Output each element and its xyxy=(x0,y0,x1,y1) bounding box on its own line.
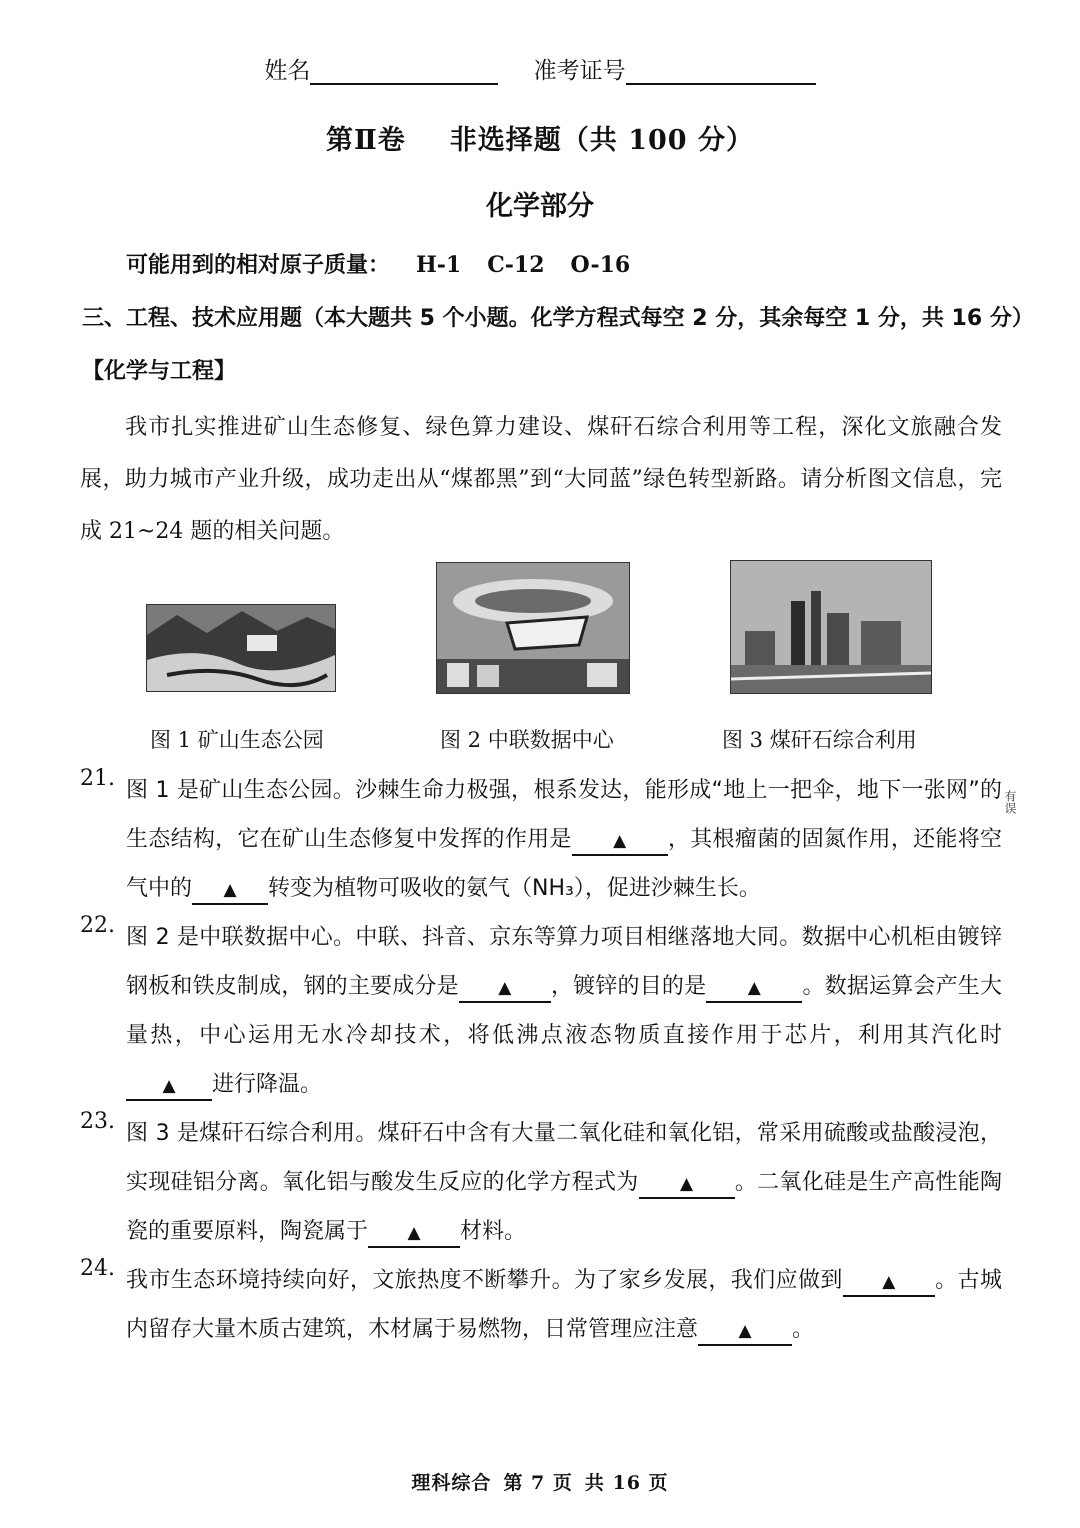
footer-page: 第 7 页 xyxy=(503,1472,573,1494)
q24-text-1: 我市生态环境持续向好，文旅热度不断攀升。为了家乡发展，我们应做到 xyxy=(126,1268,843,1293)
q24-text-2: 。古城内留存大量木质古建筑，木材属于易燃物，日常管理应注意 xyxy=(126,1268,1002,1342)
topic-label: 【化学与工程】 xyxy=(82,359,237,384)
blank-triangle-icon: ▲ xyxy=(162,1076,176,1096)
candidate-info xyxy=(0,52,1080,85)
q22-blank-1[interactable] xyxy=(459,974,551,1003)
q24-body xyxy=(126,1256,1002,1354)
mass-c: C-12 xyxy=(487,252,545,278)
industrial-plant-photo-icon xyxy=(731,561,931,693)
intro-paragraph xyxy=(80,402,1002,558)
figure-3-caption: 图 3 煤矸石综合利用 xyxy=(722,728,917,752)
q23-blank-1[interactable] xyxy=(639,1170,735,1199)
blank-triangle-icon: ▲ xyxy=(498,978,512,998)
q21-text-2: ，其根瘤菌的固氮作用，还能将空气中的 xyxy=(126,827,1002,901)
name-blank[interactable] xyxy=(310,63,498,85)
intro-text: 我市扎实推进矿山生态修复、绿色算力建设、煤矸石综合利用等工程，深化文旅融合发展，助力城市产业升级，成功走出从“煤都黑”到“大同蓝”绿色转型新路。请分析图文信息，完成 21~24 题的相关问题。 xyxy=(80,415,1002,544)
q23-number: 23. xyxy=(80,1109,115,1134)
exam-number-label: 准考证号 xyxy=(533,58,626,84)
q22-body xyxy=(126,913,1002,1109)
mass-o: O-16 xyxy=(570,252,631,278)
footer-subject: 理科综合 xyxy=(411,1472,492,1494)
figure-3-photo xyxy=(730,560,932,694)
q22-text-4: 进行降温。 xyxy=(212,1072,323,1097)
footer-total: 共 16 页 xyxy=(584,1472,669,1494)
q22-text-3: 。数据运算会产生大量热，中心运用无水冷却技术，将低沸点液态物质直接作用于芯片，利用其汽化时 xyxy=(126,974,1002,1048)
q21-text-1: 图 1 是矿山生态公园。沙棘生命力极强，根系发达，能形成“地上一把伞，地下一张网”的生态结构，它在矿山生态修复中发挥的作用是 xyxy=(126,778,1002,852)
blank-triangle-icon: ▲ xyxy=(747,978,761,998)
part-three-heading: 三、工程、技术应用题（本大题共 5 个小题。化学方程式每空 2 分，其余每空 1 分，共 16 分） xyxy=(82,306,1034,331)
q24-number: 24. xyxy=(80,1256,115,1281)
blank-triangle-icon: ▲ xyxy=(882,1272,896,1292)
mountain-park-photo-icon xyxy=(147,605,335,691)
q22-text-1: 图 2 是中联数据中心。中联、抖音、京东等算力项目相继落地大同。数据中心机柜由镀锌钢板和铁皮制成，钢的主要成分是 xyxy=(126,925,1002,999)
q21-body xyxy=(126,766,1002,913)
exam-number-field[interactable] xyxy=(534,52,816,85)
q21-text-3: 转变为植物可吸收的氨气（NH₃），促进沙棘生长。 xyxy=(268,876,761,901)
section-title: 化学部分 xyxy=(486,191,594,222)
q23-text-2: 。二氧化硅是生产高性能陶瓷的重要原料，陶瓷属于 xyxy=(126,1170,1002,1244)
atomic-masses xyxy=(126,248,630,279)
q22-text-2: ，镀锌的目的是 xyxy=(550,974,707,999)
q22-blank-3[interactable] xyxy=(126,1072,212,1101)
blank-triangle-icon: ▲ xyxy=(223,880,237,900)
figure-2-caption: 图 2 中联数据中心 xyxy=(440,728,614,752)
name-field[interactable] xyxy=(264,52,498,85)
margin-note: 有误 xyxy=(1003,790,1017,814)
volume-name: 非选择题（共 100 分） xyxy=(449,125,754,156)
page-footer xyxy=(0,1468,1080,1495)
blank-triangle-icon: ▲ xyxy=(613,831,627,851)
volume-title xyxy=(0,118,1080,157)
q24-text-3: 。 xyxy=(792,1317,815,1342)
q24-blank-1[interactable] xyxy=(843,1268,935,1297)
q21-blank-2[interactable] xyxy=(192,876,268,905)
q23-body xyxy=(126,1109,1002,1256)
q23-blank-2[interactable] xyxy=(368,1219,460,1248)
q21-number: 21. xyxy=(80,766,115,791)
q22-number: 22. xyxy=(80,913,115,938)
name-label: 姓名 xyxy=(264,58,311,84)
q24-blank-2[interactable] xyxy=(698,1317,792,1346)
volume-part: 第Ⅱ卷 xyxy=(326,125,406,156)
data-center-photo-icon xyxy=(437,563,629,693)
q23-text-3: 材料。 xyxy=(460,1219,527,1244)
mass-h: H-1 xyxy=(416,252,462,278)
q21-blank-1[interactable] xyxy=(572,827,668,856)
atomic-masses-label: 可能用到的相对原子质量： xyxy=(126,253,391,278)
figure-1-caption: 图 1 矿山生态公园 xyxy=(150,728,324,752)
blank-triangle-icon: ▲ xyxy=(407,1223,421,1243)
figure-2-photo xyxy=(436,562,630,694)
blank-triangle-icon: ▲ xyxy=(680,1174,694,1194)
exam-number-blank[interactable] xyxy=(626,63,816,85)
q23-text-1: 图 3 是煤矸石综合利用。煤矸石中含有大量二氧化硅和氧化铝，常采用硫酸或盐酸浸泡，实现硅铝分离。氧化铝与酸发生反应的化学方程式为 xyxy=(126,1121,1002,1195)
figure-1-photo xyxy=(146,604,336,692)
blank-triangle-icon: ▲ xyxy=(738,1321,752,1341)
q22-blank-2[interactable] xyxy=(706,974,802,1003)
